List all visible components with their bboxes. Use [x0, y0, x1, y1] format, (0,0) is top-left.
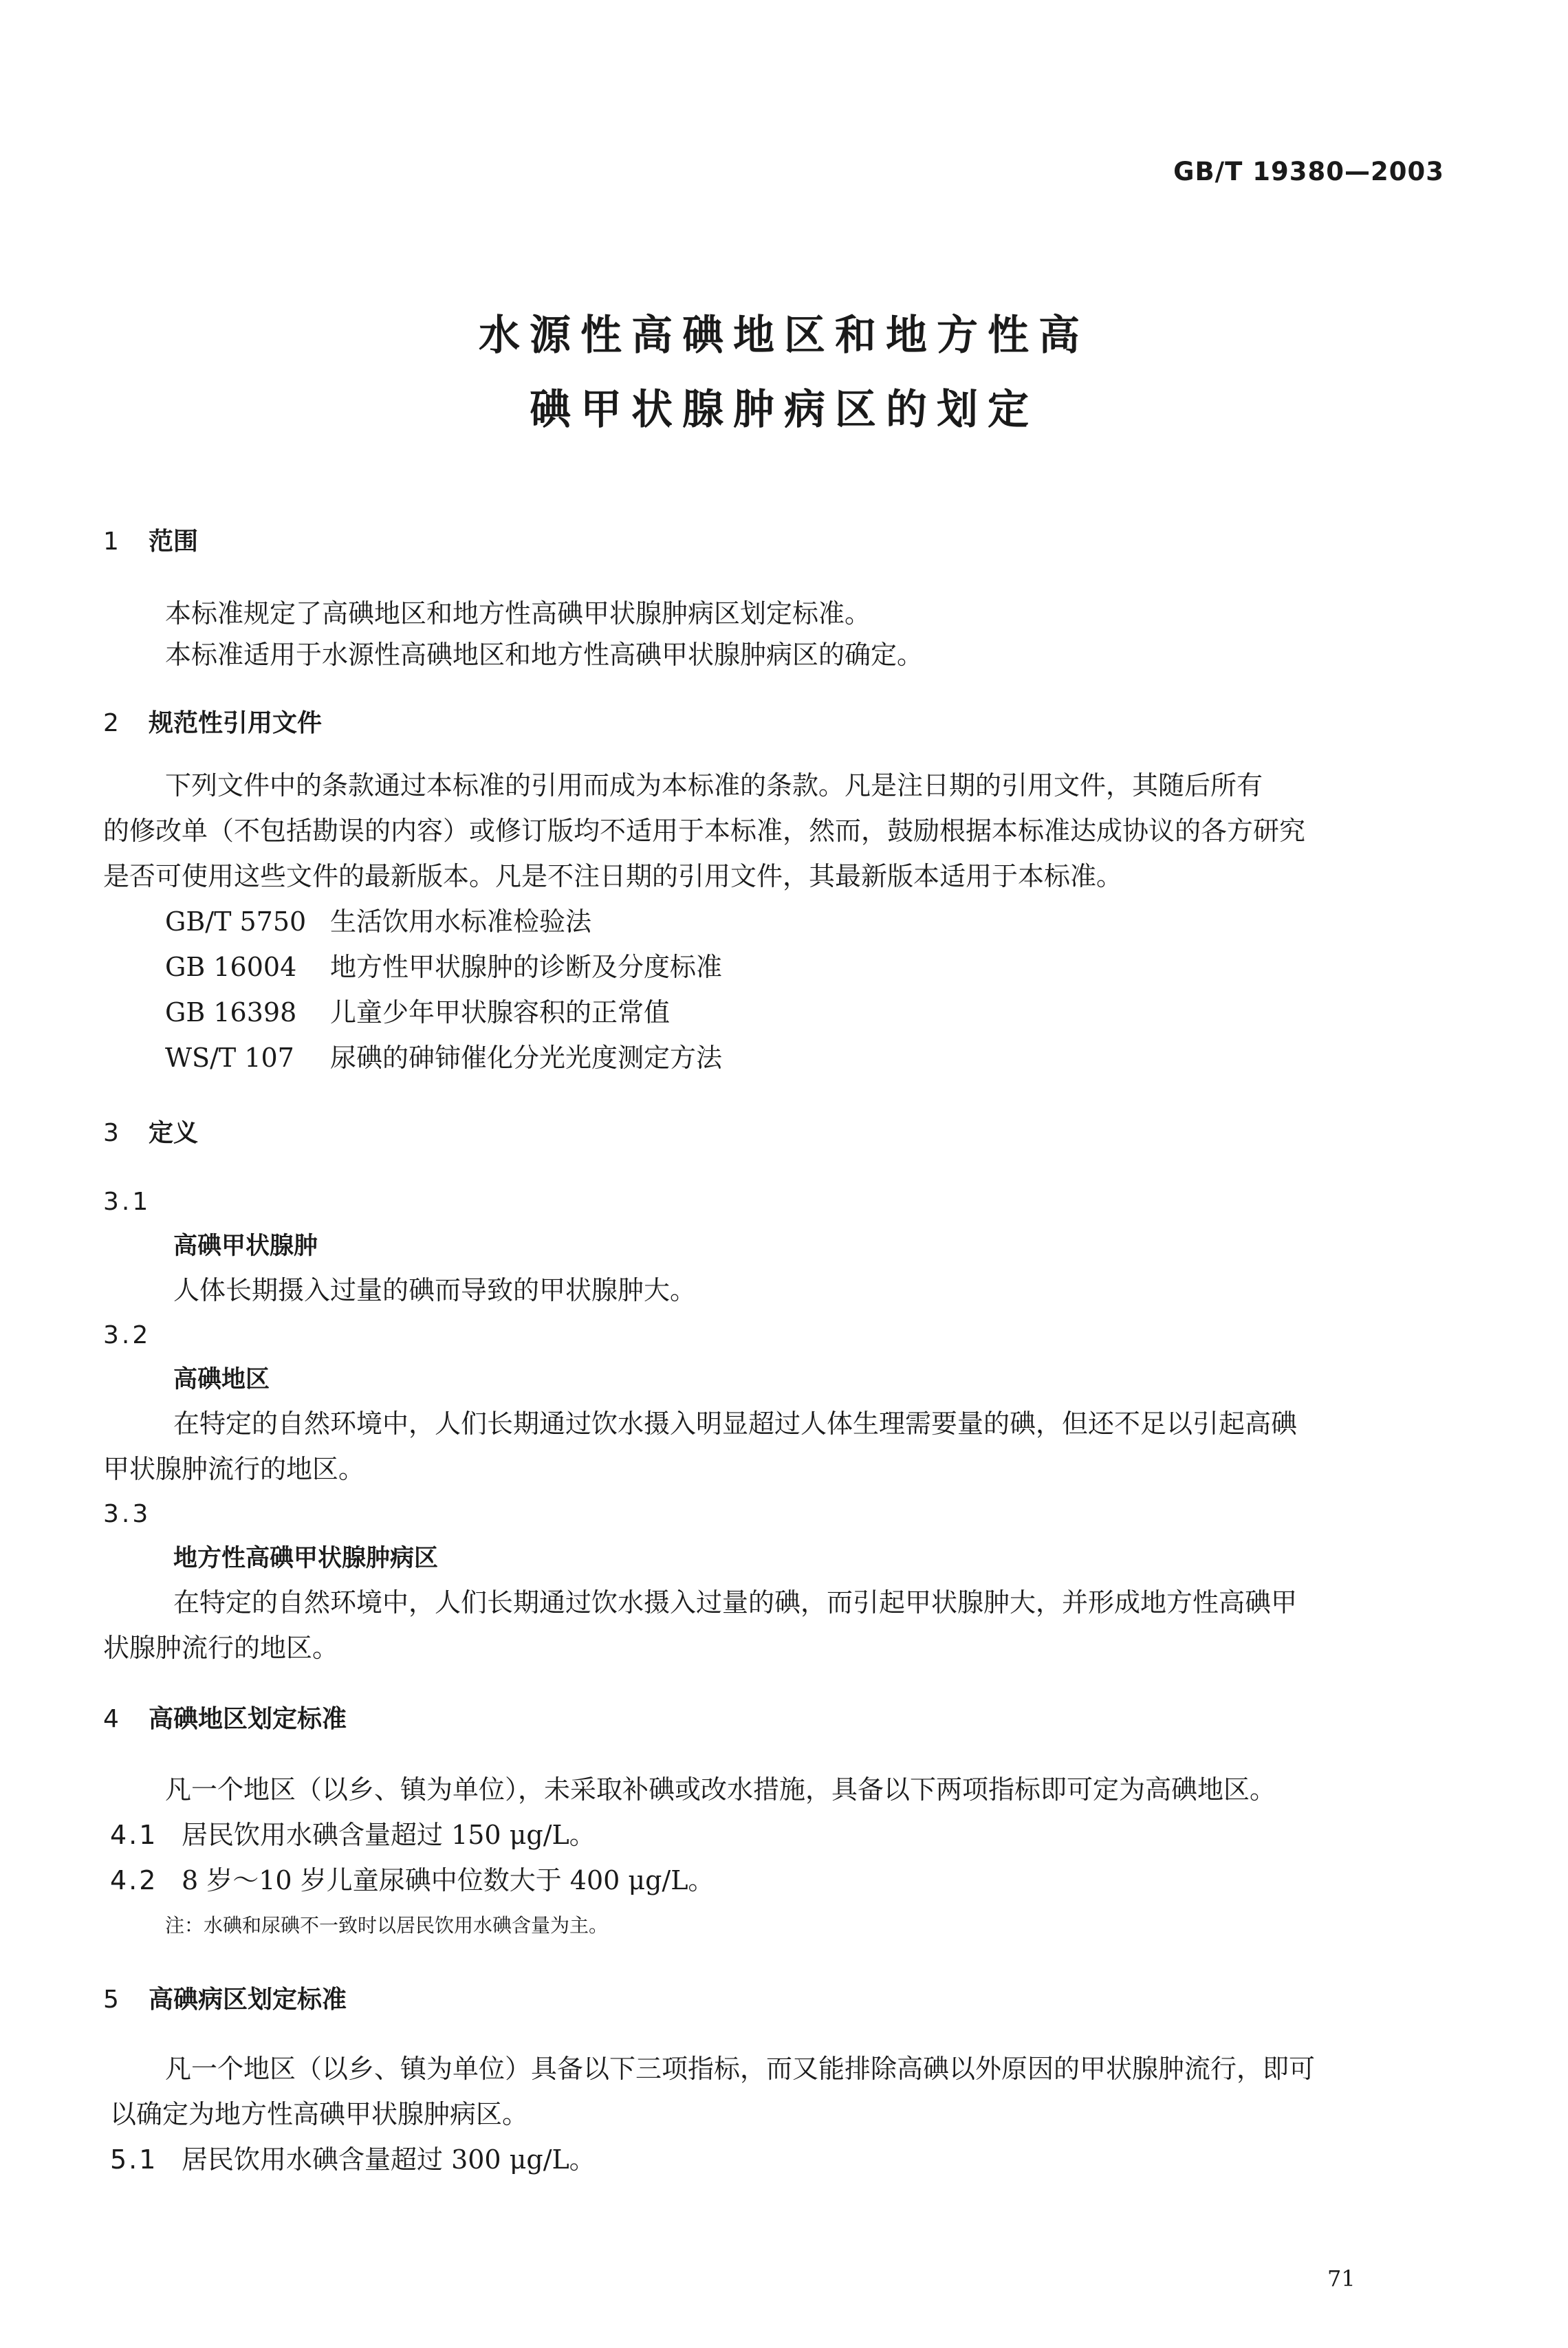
- section-4-intro: 凡一个地区（以乡、镇为单位），未采取补碘或改水措施，具备以下两项指标即可定为高碘地区。: [165, 1774, 1276, 1805]
- section-title: 范围: [149, 528, 199, 556]
- document-title-line-2: 碘甲状腺肿病区的划定: [530, 386, 1038, 434]
- reference-code: GB 16398: [165, 997, 297, 1028]
- section-title: 高碘病区划定标准: [149, 1986, 347, 2014]
- section-5-intro-line-1: 凡一个地区（以乡、镇为单位）具备以下三项指标，而又能排除高碘以外原因的甲状腺肿流行，即可: [165, 2054, 1316, 2084]
- definition-number: 3.3: [103, 1500, 151, 1528]
- criterion-text: 居民饮用水碘含量超过 150 μg/L。: [182, 1820, 596, 1850]
- section-title: 规范性引用文件: [149, 709, 323, 737]
- section-number: 5: [103, 1986, 119, 2014]
- reference-item: [165, 1043, 722, 1073]
- section-4-heading: [103, 1704, 347, 1735]
- definition-text-line-2: 甲状腺肿流行的地区。: [103, 1454, 365, 1484]
- reference-title: 地方性甲状腺肿的诊断及分度标准: [330, 952, 723, 982]
- criterion-number: 4.2: [110, 1865, 158, 1895]
- reference-code: GB 16004: [165, 952, 297, 982]
- section-5-heading: [103, 1985, 347, 2015]
- section-2-intro-line-2: 的修改单（不包括勘误的内容）或修订版均不适用于本标准，然而，鼓励根据本标准达成协议的各方研究: [103, 816, 1306, 846]
- definition-term: 高碘地区: [173, 1366, 270, 1393]
- section-1-paragraph-2: 本标准适用于水源性高碘地区和地方性高碘甲状腺肿病区的确定。: [165, 640, 924, 670]
- reference-item: [165, 997, 670, 1028]
- document-title-line-1: 水源性高碘地区和地方性高: [479, 312, 1089, 360]
- section-4-note: 注：水碘和尿碘不一致时以居民饮用水碘含量为主。: [165, 1914, 609, 1937]
- definition-term: 地方性高碘甲状腺肿病区: [173, 1545, 439, 1572]
- section-2-heading: [103, 708, 322, 739]
- criterion-text: 居民饮用水碘含量超过 300 μg/L。: [182, 2144, 596, 2175]
- criterion-text: 8 岁～10 岁儿童尿碘中位数大于 400 μg/L。: [182, 1865, 715, 1895]
- reference-code: WS/T 107: [165, 1043, 294, 1073]
- definition-text-line-1: 在特定的自然环境中，人们长期通过饮水摄入明显超过人体生理需要量的碘，但还不足以引起高碘: [173, 1409, 1298, 1439]
- definition-text-line-1: 在特定的自然环境中，人们长期通过饮水摄入过量的碘，而引起甲状腺肿大，并形成地方性高碘甲: [173, 1587, 1298, 1618]
- reference-item: [165, 952, 722, 982]
- definition-term: 高碘甲状腺肿: [173, 1232, 318, 1260]
- section-number: 1: [103, 528, 119, 556]
- page-number: 71: [1327, 2265, 1355, 2292]
- section-number: 2: [103, 709, 119, 737]
- section-number: 3: [103, 1119, 119, 1147]
- definition-number: 3.1: [103, 1188, 151, 1216]
- reference-title: 儿童少年甲状腺容积的正常值: [330, 997, 671, 1028]
- section-5-intro-line-2: 以确定为地方性高碘甲状腺肿病区。: [110, 2099, 529, 2129]
- definition-text-line-2: 状腺肿流行的地区。: [103, 1633, 339, 1663]
- section-1-paragraph-1: 本标准规定了高碘地区和地方性高碘甲状腺肿病区划定标准。: [165, 598, 871, 629]
- section-title: 定义: [149, 1119, 199, 1147]
- criterion-number: 4.1: [110, 1820, 158, 1850]
- reference-code: GB/T 5750: [165, 906, 307, 937]
- section-1-heading: [103, 527, 198, 557]
- standard-code: GB/T 19380—2003: [1173, 157, 1444, 186]
- definition-text: 人体长期摄入过量的碘而导致的甲状腺肿大。: [173, 1275, 697, 1305]
- section-title: 高碘地区划定标准: [149, 1705, 347, 1733]
- definition-number: 3.2: [103, 1321, 151, 1349]
- reference-item: [165, 906, 591, 937]
- section-2-intro-line-1: 下列文件中的条款通过本标准的引用而成为本标准的条款。凡是注日期的引用文件，其随后所有: [165, 770, 1263, 801]
- reference-title: 尿碘的砷铈催化分光光度测定方法: [330, 1043, 723, 1073]
- criterion-item: [110, 1865, 714, 1895]
- reference-title: 生活饮用水标准检验法: [330, 906, 592, 937]
- criterion-item: [110, 1820, 596, 1850]
- criterion-item: [110, 2144, 596, 2175]
- criterion-number: 5.1: [110, 2144, 158, 2175]
- section-2-intro-line-3: 是否可使用这些文件的最新版本。凡是不注日期的引用文件，其最新版本适用于本标准。: [103, 861, 1123, 891]
- section-3-heading: [103, 1118, 198, 1149]
- section-number: 4: [103, 1705, 119, 1733]
